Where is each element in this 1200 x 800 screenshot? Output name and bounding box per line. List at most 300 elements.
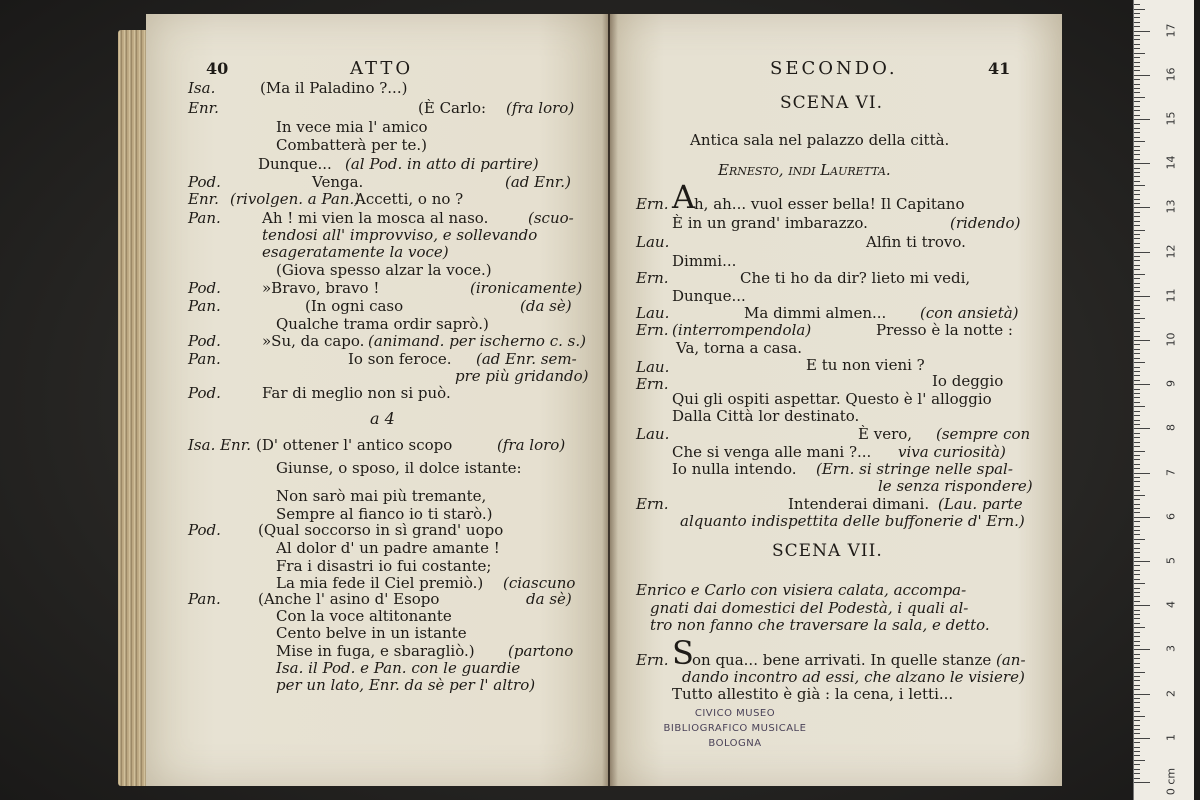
speaker-label: Ern. [636,269,669,287]
verse-line: Ah ! mi vien la mosca al naso. [262,209,489,227]
ruler-tick [1134,667,1140,668]
ruler-tick [1134,344,1140,345]
ruler-tick [1134,110,1140,111]
ruler-tick [1134,698,1140,699]
stage-direction: (ironicamente) [470,279,583,297]
ruler-tick [1134,694,1150,695]
ruler-tick [1134,35,1140,36]
ruler-tick [1134,4,1140,5]
ruler-number: 15 [1164,111,1178,126]
ruler-tick [1134,22,1140,23]
stage-direction: (Lau. parte [938,495,1023,513]
speaker-label: Lau. [636,304,670,322]
ruler-tick [1134,451,1145,452]
ruler-number: 10 [1164,332,1178,347]
ruler-tick [1134,172,1140,173]
verse-line: Dunque... [258,155,332,173]
verse-line: h, ah... vuol esser bella! Il Capitano [694,195,965,213]
scene-characters: tro non fanno che traversare la sala, e detto. [650,616,990,634]
ruler-tick [1134,534,1140,535]
ruler-tick [1134,119,1150,120]
stage-direction: alquanto indispettita delle buffonerie d' Ern.) [680,512,1025,530]
ruler-tick [1134,486,1140,487]
ruler-number: 12 [1164,244,1178,259]
verse-line: Dalla Città lor destinato. [672,407,860,425]
ruler-number: 3 [1164,645,1178,653]
ruler-tick [1134,428,1150,429]
verse-line: Presso è la notte : [876,321,1013,339]
ruler-tick [1134,256,1140,257]
scene-characters: Enrico e Carlo con visiera calata, accompa- [636,581,967,599]
stage-direction: (con ansietà) [920,304,1019,322]
stage-direction: (ciascuno [503,574,576,592]
verse-line: Con la voce altitonante [276,607,452,625]
stage-direction: esageratamente la voce) [262,243,449,261]
ruler-tick [1134,654,1140,655]
ruler-number: 2 [1164,689,1178,697]
ruler-tick [1134,685,1140,686]
ruler-tick [1134,464,1140,465]
speaker-label: Pan. [188,590,221,608]
verse-line: Che si venga alle mani ?... [672,443,872,461]
ruler-tick [1134,176,1140,177]
ruler-tick [1134,66,1140,67]
ruler-tick [1134,561,1150,562]
stage-direction: (animand. per ischerno c. s.) [368,332,586,350]
ruler-tick [1134,627,1145,628]
ruler-tick [1134,371,1140,372]
ruler-number: 5 [1164,557,1178,564]
ruler-tick [1134,610,1140,611]
ruler-tick [1134,358,1140,359]
verse-line: (È Carlo: [418,99,487,117]
ruler-tick [1134,367,1140,368]
ruler-tick [1134,203,1140,204]
ruler-tick [1134,327,1140,328]
speaker-label: Isa. Enr. [188,436,252,454]
ruler-tick [1134,517,1150,518]
ruler-tick [1134,645,1140,646]
speaker-label: Pan. [188,350,221,368]
verse-line: (In ogni caso [305,297,404,315]
ruler-tick [1134,17,1140,18]
stage-direction: (ad Enr. sem- [476,350,577,368]
stage-direction: (ad Enr.) [505,173,571,191]
verse-line: Io deggio [932,372,1004,390]
ruler-tick [1134,557,1140,558]
verse-line: Qualche trama ordir saprò.) [276,315,489,333]
speaker-label: Pod. [188,173,221,191]
verse-line: Qui gli ospiti aspettar. Questo è l' alloggio [672,390,992,408]
speaker-label: Pan. [188,209,221,227]
ruler-tick [1134,729,1140,730]
ruler-tick [1134,393,1140,394]
verse-line: La mia fede il Ciel premiò.) [276,574,484,592]
stage-direction: (ridendo) [950,214,1021,232]
ruler-tick [1134,782,1150,783]
ruler-number: 7 [1164,468,1178,476]
ruler-tick [1134,760,1145,761]
ruler-tick [1134,238,1140,239]
ruler-tick [1134,636,1140,637]
stage-direction: (scuo- [528,209,574,227]
ruler-tick [1134,305,1140,306]
ruler-tick [1134,764,1140,765]
ruler-tick [1134,588,1140,589]
verse-line: Combatterà per te.) [276,136,428,154]
ruler-tick [1134,39,1140,40]
ruler-tick [1134,97,1145,98]
ruler-tick [1134,490,1140,491]
stage-direction: (fra loro) [497,436,566,454]
ruler-tick [1134,296,1150,297]
page-number-left: 40 [206,59,229,78]
stage-direction: (fra loro) [506,99,575,117]
ruler-tick [1134,495,1145,496]
ruler-number: 8 [1164,424,1178,432]
ruler-tick [1134,141,1145,142]
verse-line: È in un grand' imbarazzo. [672,214,868,232]
ruler-tick [1134,411,1140,412]
verse-line: (Qual soccorso in sì grand' uopo [258,521,504,539]
library-stamp [655,706,815,751]
ruler-tick [1134,115,1140,116]
ruler-tick [1134,570,1140,571]
ruler-tick [1134,353,1140,354]
ruler-tick [1134,473,1150,474]
ruler-tick [1134,623,1140,624]
ruler-tick [1134,499,1140,500]
verse-line: Far di meglio non si può. [262,384,451,402]
ruler-number: 9 [1164,380,1178,388]
verse-line: Tutto allestito è già : la cena, i letti... [672,685,954,703]
drop-cap: A [672,178,696,216]
verse-line: Ma dimmi almen... [744,304,887,322]
ruler-tick [1134,336,1140,337]
ruler-tick [1134,92,1140,93]
ruler-tick [1134,601,1140,602]
ruler-tick [1134,702,1140,703]
ruler-tick [1134,565,1140,566]
verse-line: Intenderai dimani. [788,495,930,513]
stage-direction: le senza rispondere) [878,477,1033,495]
ruler-tick [1134,212,1140,213]
speaker-label: Ern. [636,651,669,669]
scene-characters: Ernesto, indi Lauretta. [718,161,891,179]
ruler-tick [1134,455,1140,456]
verse-line: In vece mia l' amico [276,118,428,136]
ruler-tick [1134,742,1140,743]
ruler-tick [1134,676,1140,677]
stage-direction: (an- [996,651,1026,669]
ruler-tick [1134,384,1150,385]
verse-line: Io son feroce. [348,350,452,368]
ruler-tick [1134,9,1145,10]
ruler-tick [1134,62,1140,63]
ruler-tick [1134,512,1140,513]
ensemble-heading: a 4 [370,409,395,428]
ruler-tick [1134,614,1140,615]
ruler-tick [1134,340,1150,341]
ruler-tick [1134,269,1140,270]
verse-line: Giunse, o sposo, il dolce istante: [276,459,522,477]
ruler-tick [1134,477,1140,478]
speaker-label: Pod. [188,279,221,297]
ruler-number: 0 cm [1164,767,1178,796]
stage-direction: (al Pod. in atto di partire) [345,155,539,173]
ruler-tick [1134,672,1145,673]
ruler-tick [1134,265,1140,266]
ruler-tick [1134,185,1145,186]
verse-line: Venga. [312,173,364,191]
verse-line: E tu non vieni ? [806,356,925,374]
ruler-tick [1134,137,1140,138]
ruler-tick [1134,707,1140,708]
ruler-tick [1134,548,1140,549]
speaker-label: Lau. [636,358,670,376]
ruler-tick [1134,146,1140,147]
stage-direction: per un lato, Enr. da sè per l' altro) [276,676,536,694]
ruler-number: 14 [1164,155,1178,170]
speaker-label: Isa. [188,79,216,97]
ruler-tick [1134,207,1150,208]
drop-cap: S [672,634,694,672]
stage-direction: (interrompendola) [672,321,812,339]
ruler-tick [1134,331,1140,332]
ruler-tick [1134,260,1140,261]
ruler-tick [1134,283,1140,284]
ruler-tick [1134,154,1140,155]
stage-direction: (rivolgen. a Pan.) [230,190,361,208]
ruler-tick [1134,773,1140,774]
ruler-number: 6 [1164,512,1178,520]
ruler-tick [1134,459,1140,460]
ruler-tick [1134,632,1140,633]
verse-line: Non sarò mai più tremante, [276,487,487,505]
ruler-tick [1134,406,1145,407]
verse-line: Mise in fuga, e sbaragliò.) [276,642,475,660]
verse-line: Cento belve in un istante [276,624,467,642]
verse-line: Va, torna a casa. [676,339,802,357]
ruler-tick [1134,504,1140,505]
ruler-tick [1134,446,1140,447]
speaker-label: Enr. [188,99,219,117]
speaker-label: Pod. [188,384,221,402]
ruler-tick [1134,88,1140,89]
verse-line: Alfin ti trovo. [866,233,966,251]
ruler-tick [1134,649,1150,650]
ruler-tick [1134,190,1140,191]
ruler-tick [1134,521,1140,522]
verse-line: (D' ottener l' antico scopo [256,436,453,454]
ruler-tick [1134,747,1140,748]
running-head-left: ATTO [350,58,414,79]
ruler-number: 16 [1164,67,1178,82]
ruler-tick [1134,769,1140,770]
ruler-tick [1134,618,1140,619]
ruler-tick [1134,362,1145,363]
ruler-tick [1134,530,1140,531]
stage-direction: viva curiosità) [898,443,1006,461]
ruler-tick [1134,247,1140,248]
verse-line: (Anche l' asino d' Esopo [258,590,440,608]
ruler-tick [1134,53,1145,54]
ruler-tick [1134,194,1140,195]
ruler-tick [1134,84,1140,85]
verse-line: »Su, da capo. [262,332,365,350]
ruler-tick [1134,123,1140,124]
verse-line: Fra i disastri io fui costante; [276,557,492,575]
ruler-tick [1134,415,1140,416]
speaker-label: Pod. [188,332,221,350]
stage-direction: (da sè) [520,297,572,315]
ruler-tick [1134,711,1140,712]
ruler-tick [1134,70,1140,71]
ruler-tick [1134,230,1145,231]
ruler-tick [1134,199,1140,200]
ruler-tick [1134,596,1140,597]
ruler-tick [1134,605,1150,606]
ruler-tick [1134,424,1140,425]
ruler-tick [1134,234,1140,235]
ruler-tick [1134,243,1140,244]
ruler-tick [1134,278,1140,279]
ruler-tick [1134,13,1140,14]
speaker-label: Ern. [636,195,669,213]
ruler-tick [1134,26,1140,27]
ruler-tick [1134,543,1140,544]
running-head-right: SECONDO. [770,58,898,79]
ruler-tick [1134,106,1140,107]
ruler-tick [1134,31,1150,32]
ruler-tick [1134,658,1140,659]
ruler-tick [1134,716,1145,717]
ruler-tick [1134,397,1140,398]
ruler-tick [1134,300,1140,301]
ruler-tick [1134,313,1140,314]
ruler-tick [1134,552,1140,553]
ruler-tick [1134,579,1140,580]
stamp-line: BIBLIOGRAFICO MUSICALE [663,723,807,734]
ruler-tick [1134,433,1140,434]
ruler-tick [1134,720,1140,721]
scene-setting: Antica sala nel palazzo della città. [690,131,950,149]
ruler-tick [1134,738,1150,739]
ruler-tick [1134,252,1150,253]
ruler-tick [1134,778,1140,779]
speaker-label: Ern. [636,375,669,393]
ruler-tick [1134,291,1140,292]
verse-line: È vero, [858,425,913,443]
ruler-tick [1134,150,1140,151]
speaker-label: Pan. [188,297,221,315]
stage-direction: (Ern. si stringe nelle spal- [816,460,1013,478]
verse-line: »Bravo, bravo ! [262,279,380,297]
stamp-line: BOLOGNA [708,738,762,749]
stage-direction: (sempre con [936,425,1031,443]
stage-direction: da sè) [526,590,572,608]
stamp-line: CIVICO MUSEO [694,708,776,719]
ruler-tick [1134,221,1140,222]
speaker-label: Lau. [636,425,670,443]
scene-characters: gnati dai domestici del Podestà, i quali al- [650,599,969,617]
verse-line: on qua... bene arrivati. In quelle stanze [692,651,992,669]
ruler-tick [1134,132,1140,133]
ruler-tick [1134,641,1140,642]
ruler-tick [1134,481,1140,482]
ruler-tick [1134,725,1140,726]
ruler-tick [1134,159,1140,160]
verse-line: Al dolor d' un padre amante ! [276,539,500,557]
ruler-tick [1134,733,1140,734]
ruler-tick [1134,101,1140,102]
verse-line: Accetti, o no ? [355,190,464,208]
speaker-label: Lau. [636,233,670,251]
ruler-tick [1134,168,1140,169]
verse-line: Io nulla intendo. [672,460,797,478]
ruler-tick [1134,420,1140,421]
stage-direction: (partono [508,642,574,660]
ruler-number: 13 [1164,199,1178,214]
page-number-right: 41 [988,59,1011,78]
verse-line: Che ti ho da dir? lieto mi vedi, [740,269,971,287]
verse-line: Sempre al fianco io ti starò.) [276,505,493,523]
ruler-tick [1134,225,1140,226]
ruler-tick [1134,689,1140,690]
ruler-tick [1134,755,1140,756]
ruler-tick [1134,574,1140,575]
verse-line: (Giova spesso alzar la voce.) [276,261,492,279]
ruler-tick [1134,468,1140,469]
ruler-tick [1134,181,1140,182]
ruler-tick [1134,128,1140,129]
ruler-tick [1134,274,1145,275]
speaker-label: Ern. [636,495,669,513]
ruler-tick [1134,75,1150,76]
ruler-number: 17 [1164,23,1178,38]
ruler-tick [1134,539,1145,540]
speaker-label: Pod. [188,521,221,539]
ruler-tick [1134,79,1140,80]
ruler-tick [1134,44,1140,45]
speaker-label: Enr. [188,190,219,208]
ruler-tick [1134,437,1140,438]
speaker-label: Ern. [636,321,669,339]
ruler-tick [1134,680,1140,681]
verse-line: Dimmi... [672,252,737,270]
ruler-number: 1 [1164,733,1178,741]
ruler-number: 11 [1164,288,1178,303]
ruler-tick [1134,349,1140,350]
ruler-tick [1134,508,1140,509]
ruler-tick [1134,583,1145,584]
ruler-tick [1134,57,1140,58]
ruler-tick [1134,318,1145,319]
ruler-tick [1134,375,1140,376]
scene-heading: SCENA VII. [772,541,883,561]
ruler-tick [1134,322,1140,323]
ruler-tick [1134,663,1140,664]
stage-direction: pre più gridando) [455,367,589,385]
measuring-ruler [1133,0,1194,800]
ruler-tick [1134,216,1140,217]
ruler-tick [1134,380,1140,381]
ruler-tick [1134,442,1140,443]
scene-heading: SCENA VI. [780,93,884,113]
verse-line: Dunque... [672,287,746,305]
stage-direction: dando incontro ad essi, che alzano le visiere) [682,668,1025,686]
ruler-tick [1134,526,1140,527]
